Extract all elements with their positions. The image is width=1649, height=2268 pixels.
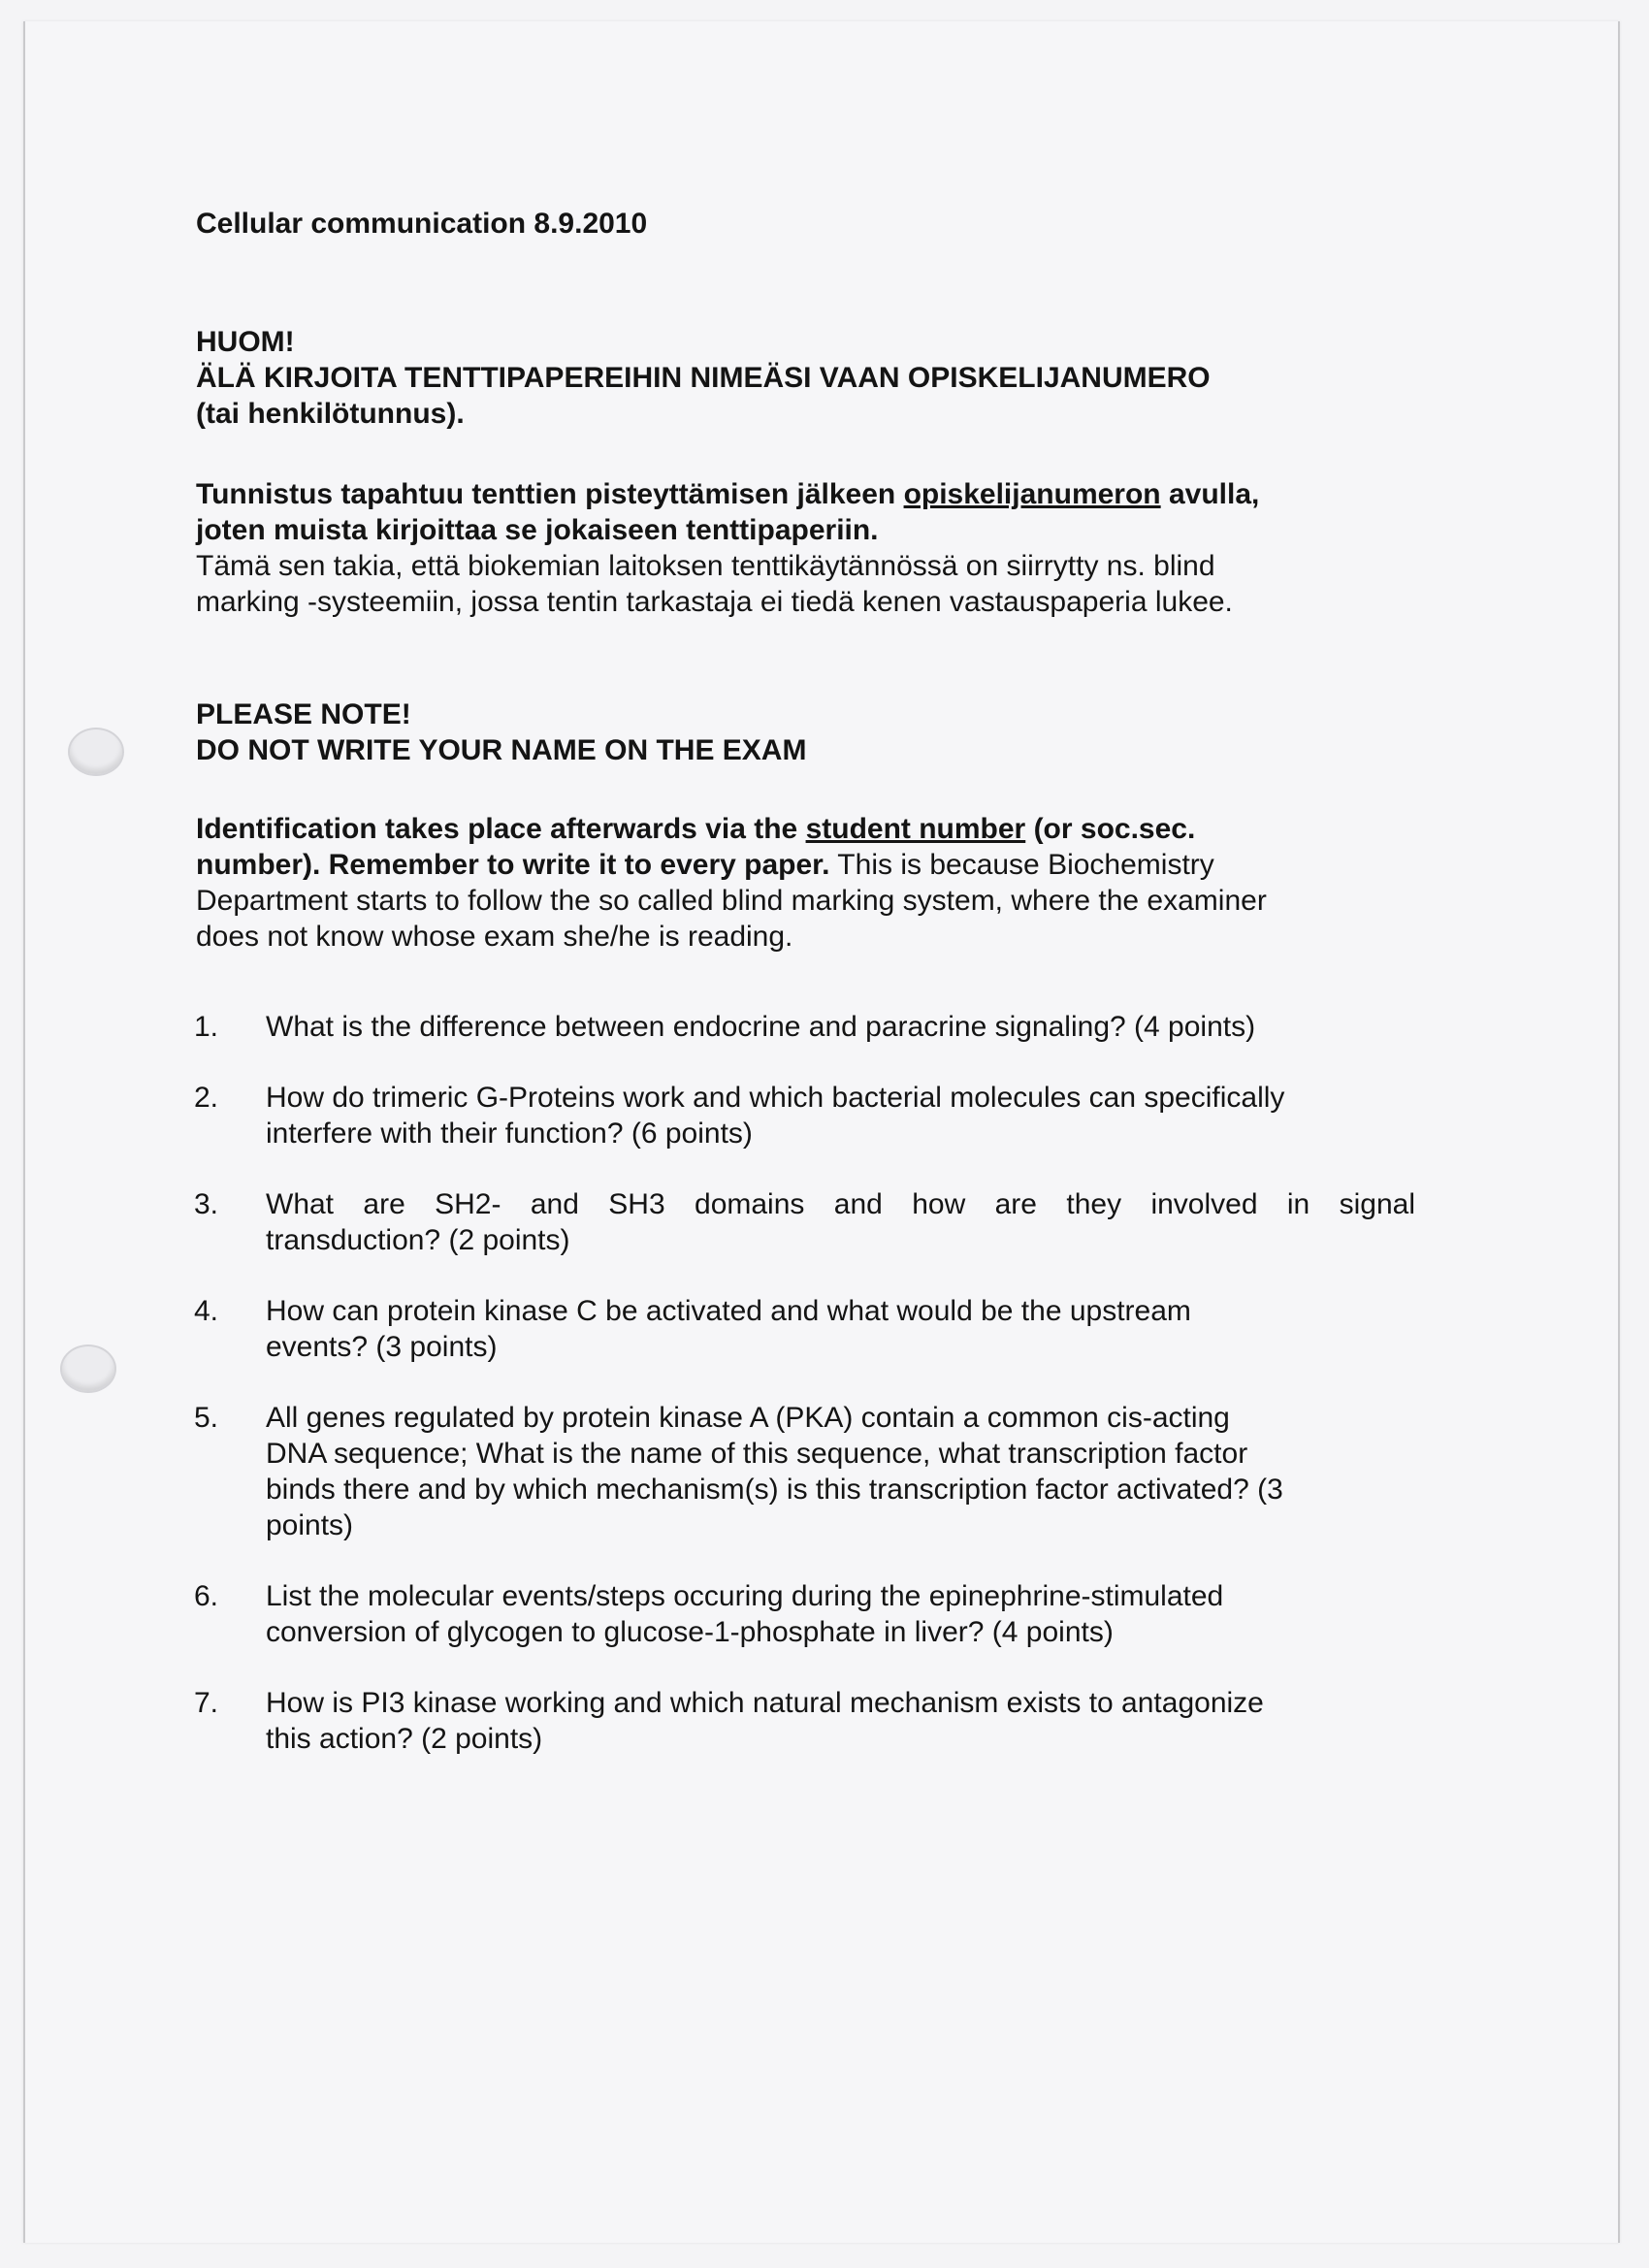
paper-edge-right — [1618, 21, 1620, 2243]
punch-hole-upper — [68, 728, 124, 776]
question-number: 6. — [194, 1580, 219, 1612]
question-number: 7. — [194, 1687, 219, 1719]
english-note-heading: PLEASE NOTE! — [196, 698, 411, 730]
question-text — [266, 1186, 1415, 1258]
finnish-warning-line1: ÄLÄ KIRJOITA TENTTIPAPEREIHIN NIMEÄSI VAAN OPISKELIJANUMERO — [196, 362, 1211, 394]
punch-hole-lower — [60, 1345, 116, 1393]
english-id-line2 — [196, 847, 1428, 883]
english-id-text-a: Identification takes place afterwards via the — [196, 813, 806, 845]
question-text — [266, 1293, 1415, 1365]
question-number: 1. — [194, 1011, 219, 1043]
question-text — [266, 1400, 1415, 1543]
question-number: 4. — [194, 1295, 219, 1327]
question-line: points) — [266, 1509, 354, 1541]
question-line: transduction? (2 points) — [266, 1224, 570, 1256]
question-item — [194, 1186, 1426, 1258]
question-line: interfere with their function? (6 points) — [266, 1118, 753, 1150]
finnish-identification-section — [196, 476, 1428, 620]
english-warning-section — [196, 697, 1428, 768]
english-identification-section — [196, 811, 1428, 955]
english-id-text-b: (or soc.sec. — [1025, 813, 1196, 845]
question-line: How is PI3 kinase working and which natural mechanism exists to antagonize — [266, 1687, 1264, 1719]
question-line: What are SH2- and SH3 domains and how are they involved in signal — [266, 1188, 1415, 1220]
question-text — [266, 1009, 1415, 1045]
question-item — [194, 1009, 1426, 1045]
finnish-id-line2: joten muista kirjoittaa se jokaiseen tenttipaperiin. — [196, 514, 879, 546]
question-line: events? (3 points) — [266, 1331, 498, 1363]
question-number: 3. — [194, 1188, 219, 1220]
finnish-note-heading: HUOM! — [196, 326, 295, 358]
finnish-warning-section — [196, 324, 1428, 432]
question-text — [266, 1578, 1415, 1650]
paper-edge-left — [23, 21, 25, 2243]
english-reason-line1: Department starts to follow the so called blind marking system, where the examiner — [196, 885, 1267, 917]
question-line: binds there and by which mechanism(s) is this transcription factor activated? (3 — [266, 1474, 1283, 1506]
exam-title: Cellular communication 8.9.2010 — [196, 208, 648, 240]
english-warning: DO NOT WRITE YOUR NAME ON THE EXAM — [196, 734, 807, 766]
question-text — [266, 1685, 1415, 1757]
question-item — [194, 1400, 1426, 1543]
question-line: DNA sequence; What is the name of this sequence, what transcription factor — [266, 1438, 1248, 1470]
finnish-id-text-a: Tunnistus tapahtuu tenttien pisteyttämisen jälkeen — [196, 478, 904, 510]
english-reason-line2: does not know whose exam she/he is reading. — [196, 921, 793, 953]
question-item — [194, 1080, 1426, 1151]
question-line: this action? (2 points) — [266, 1723, 543, 1755]
finnish-id-line1 — [196, 476, 1428, 512]
english-id-normal-part: This is because Biochemistry — [829, 849, 1214, 881]
english-id-bold-part: number). Remember to write it to every paper. — [196, 849, 830, 881]
question-item — [194, 1293, 1426, 1365]
english-id-line1 — [196, 811, 1428, 847]
question-line: All genes regulated by protein kinase A (PKA) contain a common cis-acting — [266, 1402, 1230, 1434]
question-item — [194, 1685, 1426, 1757]
finnish-id-text-b: avulla, — [1160, 478, 1260, 510]
question-line: How can protein kinase C be activated and what would be the upstream — [266, 1295, 1191, 1327]
question-line: What is the difference between endocrine and paracrine signaling? (4 points) — [266, 1011, 1256, 1043]
finnish-reason-line1: Tämä sen takia, että biokemian laitoksen tenttikäytännössä on siirrytty ns. blind — [196, 550, 1215, 582]
finnish-warning-line2: (tai henkilötunnus). — [196, 398, 465, 430]
exam-instructions — [196, 194, 1428, 955]
question-line: How do trimeric G-Proteins work and which bacterial molecules can specifically — [266, 1082, 1285, 1114]
question-item — [194, 1578, 1426, 1650]
question-number: 2. — [194, 1082, 219, 1114]
english-student-number-term: student number — [805, 813, 1026, 845]
question-number: 5. — [194, 1402, 219, 1434]
question-text — [266, 1080, 1415, 1151]
finnish-student-number-term: opiskelijanumeron — [903, 478, 1161, 510]
question-list — [194, 1009, 1426, 1757]
question-line: List the molecular events/steps occuring during the epinephrine-stimulated — [266, 1580, 1224, 1612]
finnish-reason-line2: marking -systeemiin, jossa tentin tarkastaja ei tiedä kenen vastauspaperia lukee. — [196, 586, 1233, 618]
question-line: conversion of glycogen to glucose-1-phosphate in liver? (4 points) — [266, 1616, 1114, 1648]
